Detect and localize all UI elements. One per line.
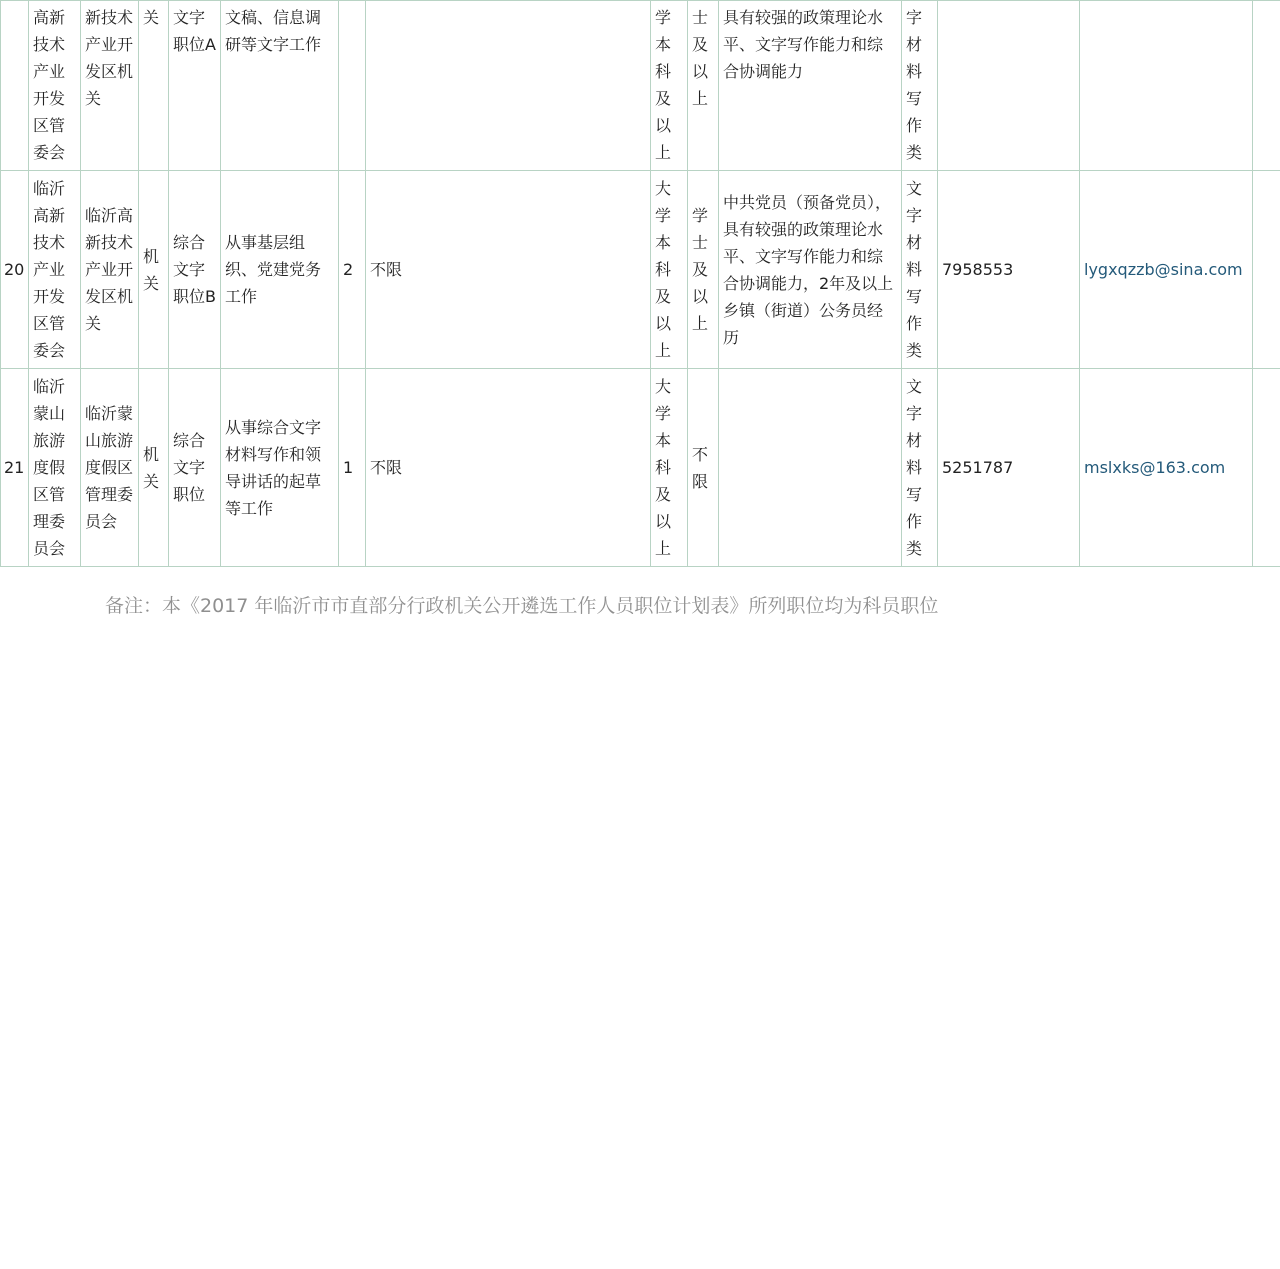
cell-other-requirements [719,369,902,567]
cell-unit-type: 机关 [139,369,169,567]
table-row [1,171,1280,369]
cell-education: 学本科及以上 [651,1,688,171]
cell-email[interactable]: mslxks@163.com [1080,369,1253,567]
cell-duties: 文稿、信息调研等文字工作 [221,1,339,171]
cell-no: 21 [1,369,29,567]
cell-employer: 临沂蒙山旅游度假区管理委员会 [81,369,139,567]
cell-remark [1253,369,1280,567]
cell-exam-category: 文字材料写作类 [902,369,938,567]
cell-major [366,1,651,171]
cell-count [339,1,366,171]
cell-no [1,1,29,171]
cell-remark [1253,1,1280,171]
cell-employer: 新技术产业开发区机关 [81,1,139,171]
cell-degree: 学士及以上 [688,171,719,369]
cell-duties: 从事综合文字材料写作和领导讲话的起草等工作 [221,369,339,567]
table-row [1,369,1280,567]
cell-other-requirements: 具有较强的政策理论水平、文字写作能力和综合协调能力 [719,1,902,171]
cell-degree: 不限 [688,369,719,567]
cell-education: 大学本科及以上 [651,171,688,369]
cell-phone: 7958553 [938,171,1080,369]
cell-employer: 临沂高新技术产业开发区机关 [81,171,139,369]
cell-department: 高新技术产业开发区管委会 [29,1,81,171]
cell-count: 2 [339,171,366,369]
cell-email [1080,1,1253,171]
footnote: 备注：本《2017 年临沂市市直部分行政机关公开遴选工作人员职位计划表》所列职位均为科员职位 [105,595,939,617]
cell-post-name: 文字职位A [169,1,221,171]
cell-phone [938,1,1080,171]
cell-no: 20 [1,171,29,369]
cell-major: 不限 [366,369,651,567]
cell-education: 大学本科及以上 [651,369,688,567]
cell-phone: 5251787 [938,369,1080,567]
cell-unit-type: 关 [139,1,169,171]
cell-unit-type: 机关 [139,171,169,369]
cell-post-name: 综合文字职位 [169,369,221,567]
cell-department: 临沂蒙山旅游度假区管理委员会 [29,369,81,567]
cell-remark [1253,171,1280,369]
cell-department: 临沂高新技术产业开发区管委会 [29,171,81,369]
cell-exam-category: 文字材料写作类 [902,171,938,369]
cell-duties: 从事基层组织、党建党务工作 [221,171,339,369]
cell-other-requirements: 中共党员（预备党员），具有较强的政策理论水平、文字写作能力和综合协调能力，2年及以上乡镇（街道）公务员经历 [719,171,902,369]
job-plan-table [0,0,1280,567]
cell-count: 1 [339,369,366,567]
cell-email[interactable]: lygxqzzb@sina.com [1080,171,1253,369]
table-row [1,1,1280,171]
cell-major: 不限 [366,171,651,369]
cell-exam-category: 字材料写作类 [902,1,938,171]
cell-post-name: 综合文字职位B [169,171,221,369]
cell-degree: 士及以上 [688,1,719,171]
